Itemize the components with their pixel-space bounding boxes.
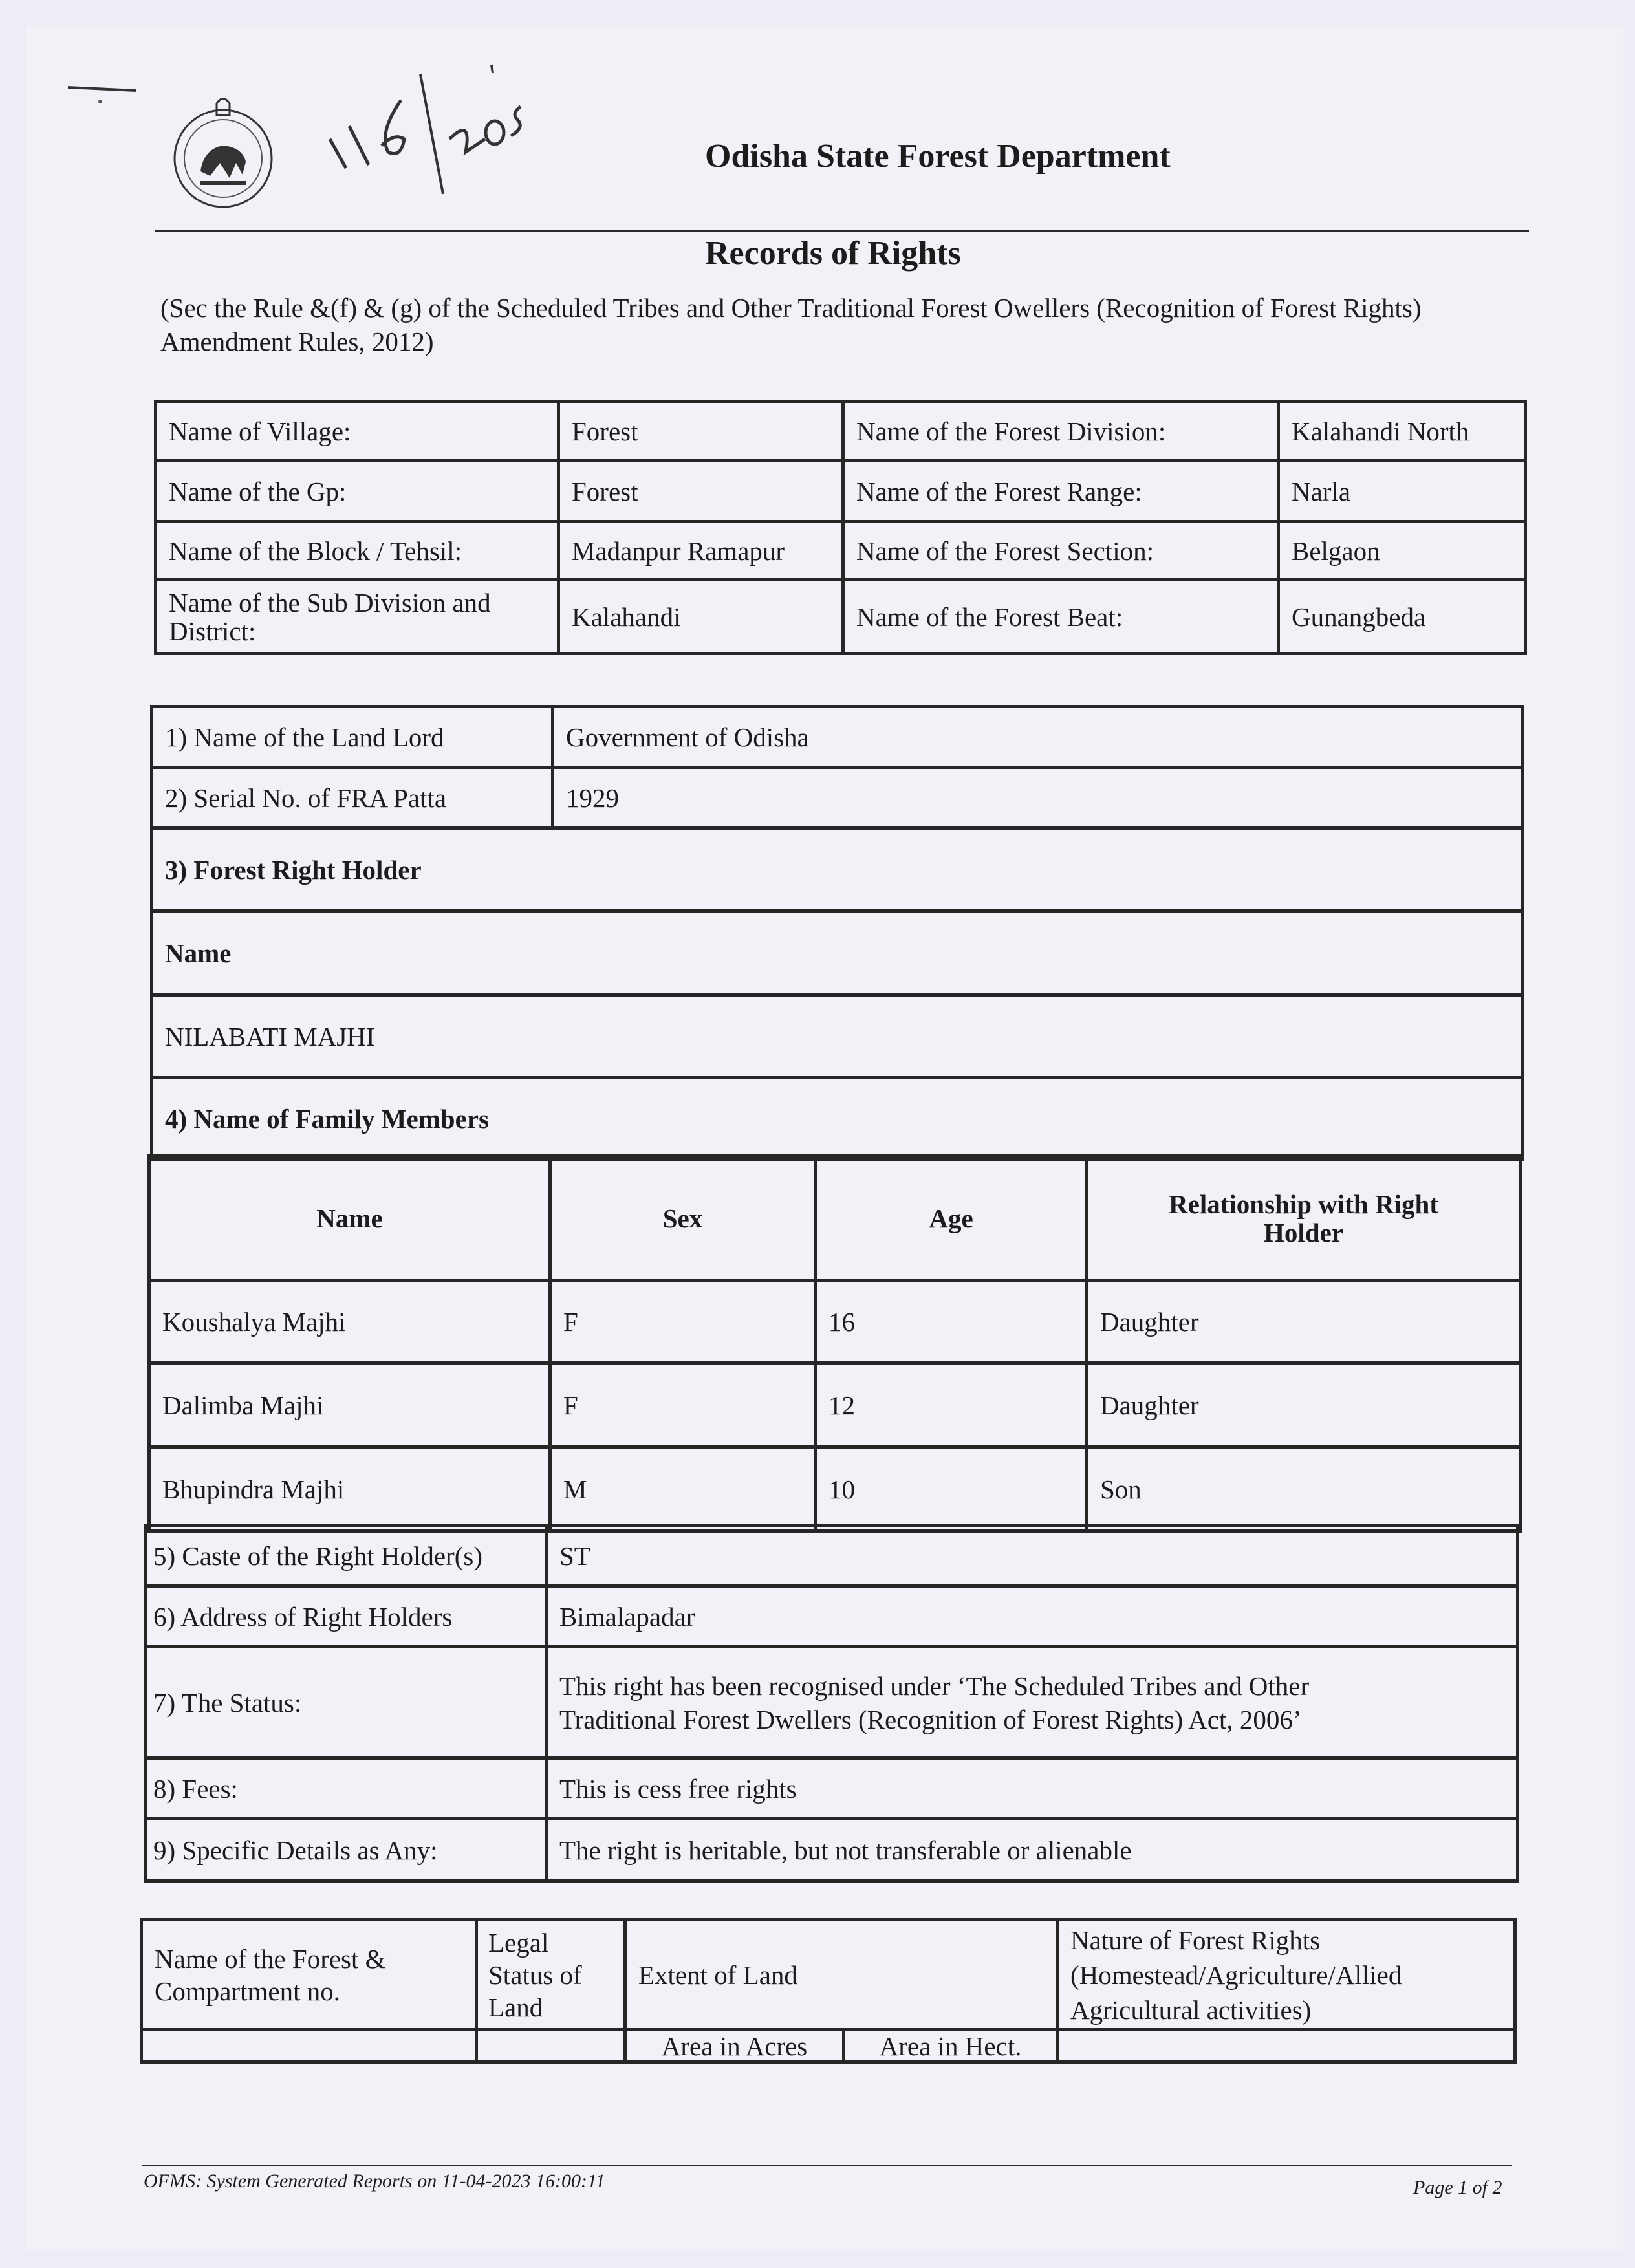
nature-header: Nature of Forest Rights (Homestead/Agriculture/Allied Agricultural activities) (1057, 1920, 1515, 2030)
serial-value: 1929 (553, 768, 1523, 828)
forest-compartment-cell (142, 2030, 477, 2062)
footer-page-number: Page 1 of 2 (1413, 2177, 1502, 2198)
status-table (144, 1524, 1519, 1883)
fees-label: 8) Fees: (146, 1758, 547, 1819)
family-col-age: Age (816, 1156, 1087, 1280)
family-heading: 4) Name of Family Members (152, 1078, 1523, 1160)
section-value: Belgaon (1279, 522, 1526, 580)
beat-label: Name of the Forest Beat: (843, 580, 1279, 654)
fees-value: This is cess free rights (547, 1758, 1518, 1819)
table-row (149, 1363, 1521, 1447)
specific-value: The right is heritable, but not transferable or alienable (547, 1819, 1518, 1881)
member-sex: F (550, 1280, 816, 1363)
subdiv-value: Kalahandi (559, 580, 843, 654)
holder-name: NILABATI MAJHI (152, 995, 1523, 1078)
nature-cell (1057, 2030, 1515, 2062)
legal-status-header: Legal Status of Land (477, 1920, 625, 2030)
family-col-name: Name (149, 1156, 550, 1280)
forest-compartment-header: Name of the Forest & Compartment no. (142, 1920, 477, 2030)
member-relation: Daughter (1087, 1280, 1521, 1363)
holder-heading: 3) Forest Right Holder (152, 828, 1523, 911)
name-heading: Name (152, 911, 1523, 995)
location-table (154, 400, 1527, 655)
caste-label: 5) Caste of the Right Holder(s) (146, 1526, 547, 1586)
member-age: 12 (816, 1363, 1087, 1447)
address-value: Bimalapadar (547, 1586, 1518, 1647)
member-relation: Son (1087, 1447, 1521, 1531)
caste-value: ST (547, 1526, 1518, 1586)
table-row (149, 1280, 1521, 1363)
status-label: 7) The Status: (146, 1647, 547, 1758)
landlord-label: 1) Name of the Land Lord (152, 707, 553, 768)
table-row (149, 1447, 1521, 1531)
block-label: Name of the Block / Tehsil: (156, 522, 559, 580)
beat-value: Gunangbeda (1279, 580, 1526, 654)
member-age: 16 (816, 1280, 1087, 1363)
village-value: Forest (559, 402, 843, 461)
block-value: Madanpur Ramapur (559, 522, 843, 580)
holder-table (150, 705, 1524, 1161)
family-col-sex: Sex (550, 1156, 816, 1280)
department-title: Odisha State Forest Department (705, 138, 1171, 175)
footer-divider (142, 2165, 1512, 2166)
acres-header: Area in Acres (625, 2030, 844, 2062)
status-value: This right has been recognised under ‘The Scheduled Tribes and Other Traditional Forest Dwellers (Recognition of Forest Rights) Act, 2006’ (547, 1647, 1518, 1758)
legal-status-cell (477, 2030, 625, 2062)
member-sex: F (550, 1363, 816, 1447)
handwritten-note-icon (317, 61, 530, 204)
land-table (140, 1918, 1517, 2064)
range-label: Name of the Forest Range: (843, 461, 1279, 522)
odisha-emblem-icon (165, 91, 281, 213)
section-label: Name of the Forest Section: (843, 522, 1279, 580)
landlord-value: Government of Odisha (553, 707, 1523, 768)
member-sex: M (550, 1447, 816, 1531)
member-name: Bhupindra Majhi (149, 1447, 550, 1531)
document-title: Records of Rights (705, 235, 961, 272)
footer-generated: OFMS: System Generated Reports on 11-04-2023 16:00:11 (144, 2170, 605, 2192)
member-age: 10 (816, 1447, 1087, 1531)
extent-header: Extent of Land (625, 1920, 1057, 2030)
hect-header: Area in Hect. (844, 2030, 1057, 2062)
specific-label: 9) Specific Details as Any: (146, 1819, 547, 1881)
village-label: Name of Village: (156, 402, 559, 461)
gp-label: Name of the Gp: (156, 461, 559, 522)
pen-mark-icon (65, 74, 149, 113)
family-table (147, 1154, 1522, 1533)
serial-label: 2) Serial No. of FRA Patta (152, 768, 553, 828)
subdiv-label: Name of the Sub Division and District: (156, 580, 559, 654)
rule-reference: (Sec the Rule &(f) & (g) of the Scheduled Tribes and Other Traditional Forest Owellers (Recognition of Forest Rights) Amendment Rules, 2012) (160, 293, 1422, 356)
member-name: Koushalya Majhi (149, 1280, 550, 1363)
division-value: Kalahandi North (1279, 402, 1526, 461)
member-relation: Daughter (1087, 1363, 1521, 1447)
member-name: Dalimba Majhi (149, 1363, 550, 1447)
address-label: 6) Address of Right Holders (146, 1586, 547, 1647)
family-col-relation: Relationship with Right Holder (1087, 1156, 1521, 1280)
gp-value: Forest (559, 461, 843, 522)
range-value: Narla (1279, 461, 1526, 522)
header-divider (155, 230, 1529, 232)
division-label: Name of the Forest Division: (843, 402, 1279, 461)
